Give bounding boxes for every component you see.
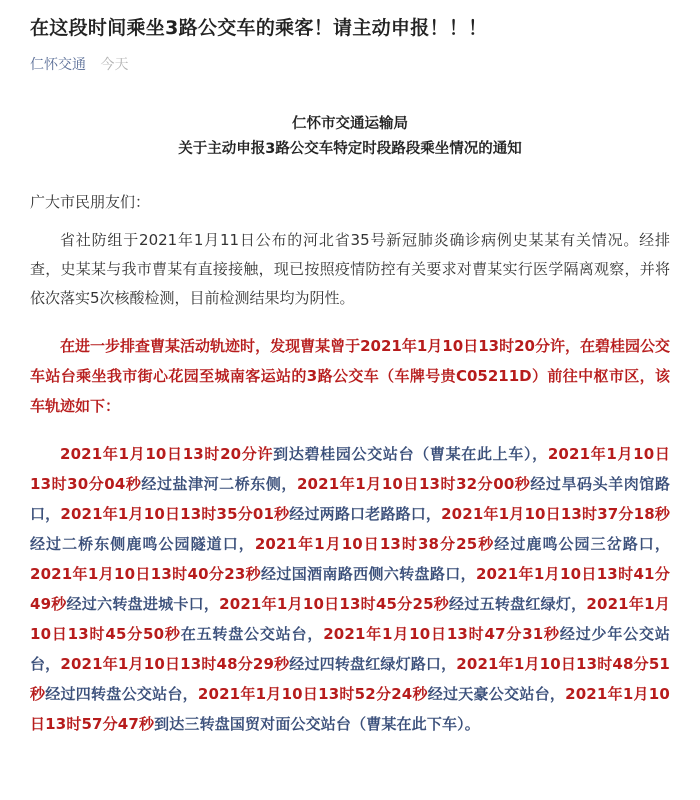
issuing-organization: 仁怀市交通运输局 bbox=[292, 116, 408, 132]
trajectory-place: 经过少年公交站台， bbox=[30, 625, 670, 673]
trajectory-time: 2021年1月10日13时35分01秒 bbox=[60, 505, 290, 523]
trajectory-place: 经过国酒南路西侧六转盘路口， bbox=[260, 565, 476, 583]
trajectory-place: 经过五转盘红绿灯， bbox=[449, 595, 587, 613]
paragraph-finding bbox=[30, 331, 670, 421]
trajectory-item bbox=[219, 595, 586, 613]
trajectory-time: 2021年1月10日13时52分24秒 bbox=[197, 685, 428, 703]
trajectory-place: 经过盐津河二桥东侧， bbox=[141, 475, 297, 493]
trajectory-time: 2021年1月10日13时20分许 bbox=[60, 445, 274, 463]
notice-header bbox=[30, 112, 670, 162]
trajectory-place: 到达碧桂园公交站台（曹某在此上车）， bbox=[273, 445, 548, 463]
trajectory-item bbox=[30, 565, 476, 583]
article-meta bbox=[30, 56, 670, 74]
trajectory-time: 2021年1月10日13时41分49秒 bbox=[30, 565, 670, 613]
greeting: 广大市民朋友们： bbox=[30, 193, 151, 211]
trajectory-item bbox=[60, 655, 456, 673]
finding-text: 在进一步排查曹某活动轨迹时，发现曹某曾于2021年1月10日13时20分许，在碧桂园公交车站台乘坐我市街心花园至城南客运站的3路公交车（车牌号贵C05211D） bbox=[30, 337, 670, 385]
trajectory-item bbox=[255, 535, 670, 553]
trajectory-time: 2021年1月10日13时45分50秒 bbox=[30, 595, 670, 643]
publish-date: 今天 bbox=[100, 57, 129, 73]
trajectory-place: 经过六转盘进城卡口， bbox=[66, 595, 220, 613]
trajectory-time: 2021年1月10日13时45分25秒 bbox=[219, 595, 450, 613]
trajectory-place: 经过旱码头羊肉馆路口， bbox=[30, 475, 670, 523]
trajectory-place: 经过天豪公交站台， bbox=[427, 685, 566, 703]
account-name-link[interactable]: 仁怀交通 bbox=[30, 57, 86, 73]
trajectory-time: 2021年1月10日13时32分00秒 bbox=[296, 475, 531, 493]
article-title: 在这段时间乘坐3路公交车的乘客！请主动申报！！！ bbox=[30, 17, 488, 39]
trajectory-item bbox=[60, 505, 441, 523]
paragraph-background: 省社防组于2021年1月11日公布的河北省35号新冠肺炎确诊病例史某某有关情况。经排查，史某某与我市曹某有直接接触，现已按照疫情防控有关要求对曹某实行医学隔离观察，并将依次落实5次核酸检测，目前检测结果均为阴性。 bbox=[30, 231, 670, 307]
trajectory-place: 在五转盘公交站台， bbox=[180, 625, 324, 643]
trajectory-time: 2021年1月10日13时38分25秒 bbox=[254, 535, 495, 553]
trajectory-time: 2021年1月10日13时57分47秒 bbox=[30, 685, 670, 733]
trajectory-place: 经过鹿鸣公园三岔路口， bbox=[494, 535, 670, 553]
trajectory-place: 经过四转盘公交站台， bbox=[45, 685, 198, 703]
trajectory-time: 2021年1月10日13时30分04秒 bbox=[30, 445, 671, 493]
trajectory-item bbox=[60, 445, 548, 463]
trajectory-place: 到达三转盘国贸对面公交站台（曹某在此下车）。 bbox=[154, 715, 480, 733]
finding-text-end: 前往中枢市区，该车轨迹如下： bbox=[30, 367, 670, 415]
trajectory-item bbox=[198, 685, 565, 703]
trajectory-time: 2021年1月10日13时48分51秒 bbox=[30, 655, 670, 703]
notice-title: 关于主动申报3路公交车特定时段路段乘坐情况的通知 bbox=[178, 141, 522, 157]
trajectory-time: 2021年1月10日13时47分31秒 bbox=[323, 625, 560, 643]
trajectory-time: 2021年1月10日13时48分29秒 bbox=[60, 655, 290, 673]
trajectory-place: 经过两路口老路路口， bbox=[289, 505, 442, 523]
trajectory-time: 2021年1月10日13时37分18秒 bbox=[441, 505, 670, 523]
trajectory-paragraph bbox=[30, 439, 670, 739]
trajectory-place: 经过四转盘红绿灯路口， bbox=[289, 655, 457, 673]
trajectory-time: 2021年1月10日13时40分23秒 bbox=[30, 565, 261, 583]
trajectory-place: 经过二桥东侧鹿鸣公园隧道口， bbox=[30, 535, 255, 553]
